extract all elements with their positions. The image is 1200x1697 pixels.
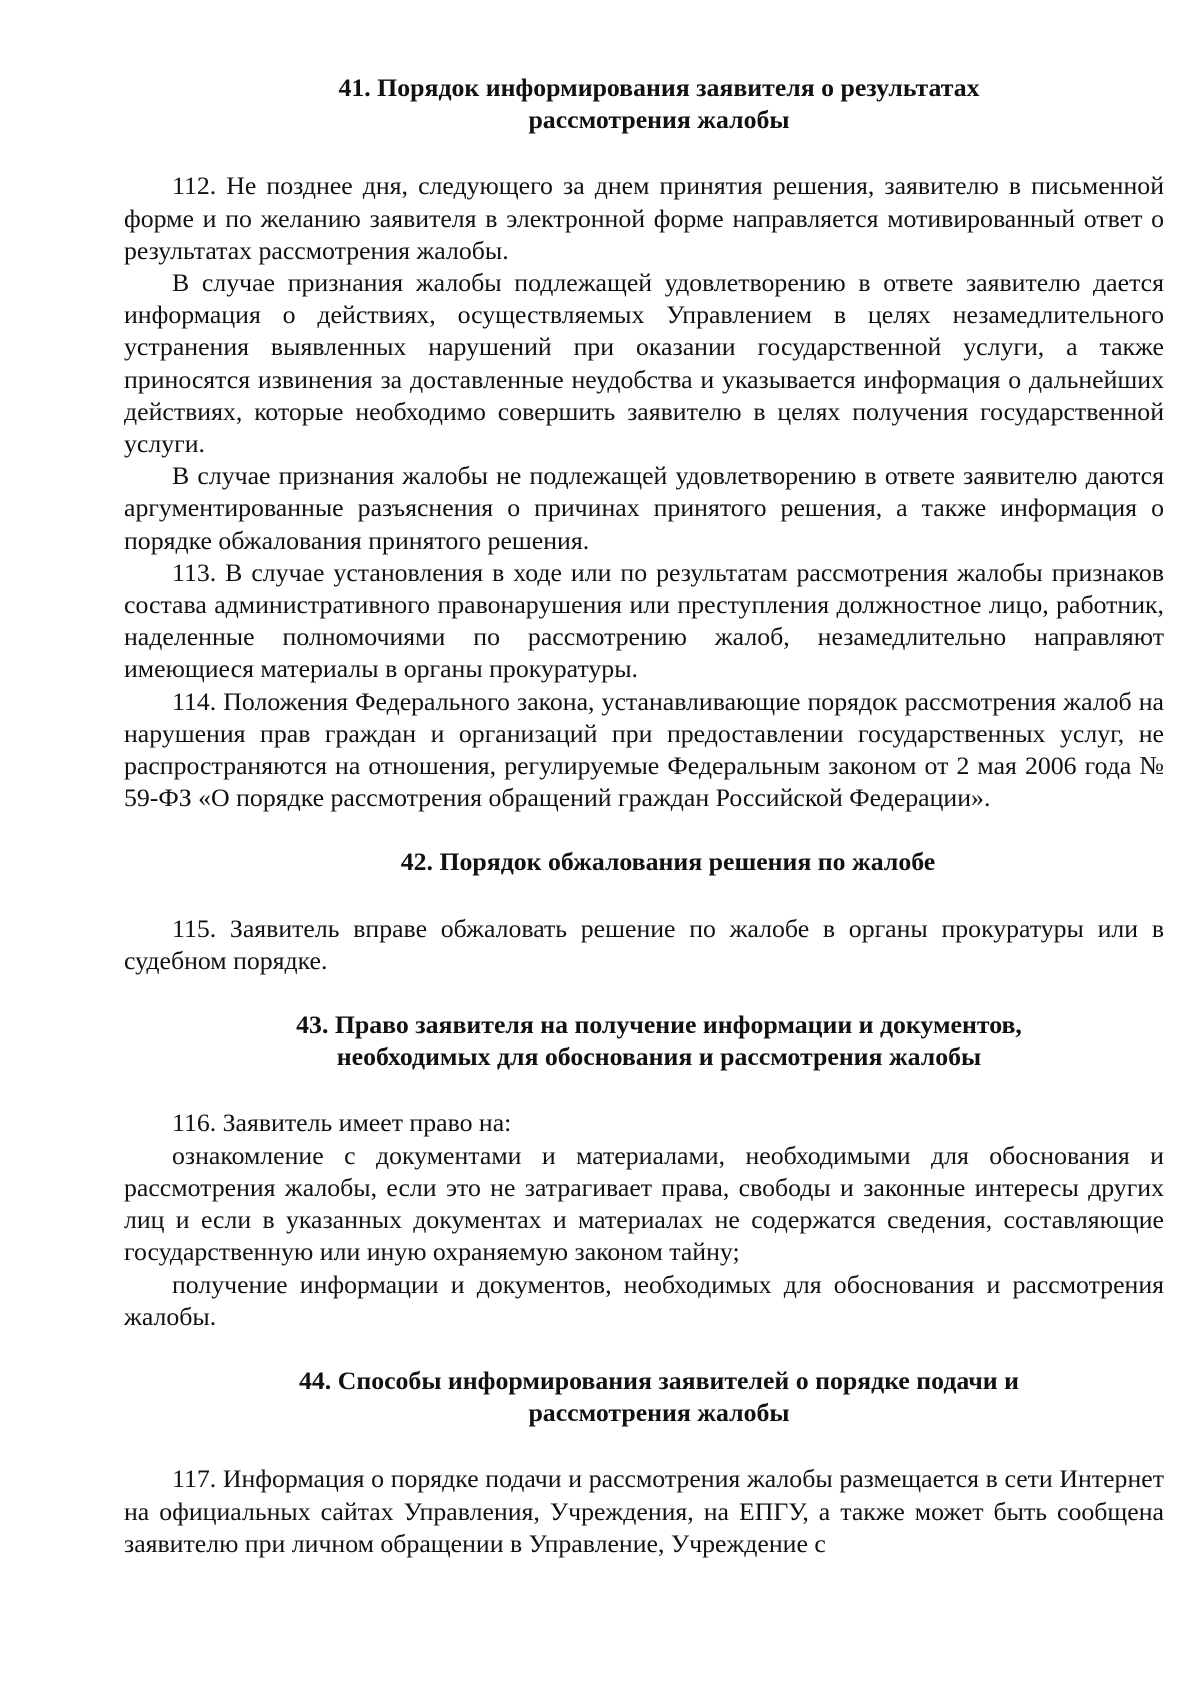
paragraph-116: 116. Заявитель имеет право на: [172, 1108, 512, 1138]
section-heading [124, 1009, 1164, 1073]
paragraph: В случае признания жалобы подлежащей удовлетворению в ответе заявителю дается информация о действиях, осуществляемых Управлением в целях незамедлительного устранения выявленных нарушений при оказании государственной услуги, а также приносятся извинения за доставленные неудобства и указывается информация о дальнейших действиях, которые необходимо совершить заявителю в целях получения государственной услуги. [124, 268, 1164, 459]
heading-line: рассмотрения жалобы [528, 105, 790, 135]
heading-line: 41. Порядок информирования заявителя о результатах [338, 73, 980, 102]
document-page [124, 72, 1164, 1560]
section-heading [124, 846, 1164, 878]
section-42 [124, 846, 1164, 977]
paragraph: ознакомление с документами и материалами, необходимыми для обоснования и рассмотрения жалобы, если это не затрагивает права, свободы и законные интересы других лиц и если в указанных документах и материалах не содержатся сведения, составляющие государственную или иную охраняемую законом тайну; [124, 1140, 1164, 1267]
heading-line: рассмотрения жалобы [528, 1398, 790, 1428]
heading-line: 42. Порядок обжалования решения по жалобе [400, 847, 936, 877]
paragraph-113: 113. В случае установления в ходе или по результатам рассмотрения жалобы признаков состава административного правонарушения или преступления должностное лицо, работник, наделенные полномочиями по рассмотрению жалоб, незамедлительно направляют имеющиеся материалы в органы прокуратуры. [124, 557, 1164, 684]
paragraph: получение информации и документов, необходимых для обоснования и рассмотрения жалобы. [124, 1269, 1164, 1331]
paragraph-115: 115. Заявитель вправе обжаловать решение по жалобе в органы прокуратуры или в судебном порядке. [124, 913, 1164, 975]
heading-line: необходимых для обоснования и рассмотрения жалобы [336, 1042, 982, 1072]
paragraph-117: 117. Информация о порядке подачи и рассмотрения жалобы размещается в сети Интернет на официальных сайтах Управления, Учреждения, на ЕПГУ, а также может быть сообщена заявителю при личном обращении в Управление, Учреждение с [124, 1464, 1164, 1558]
section-heading [124, 1365, 1164, 1429]
heading-line: 43. Право заявителя на получение информации и документов, [296, 1010, 1022, 1040]
section-44 [124, 1365, 1164, 1560]
section-heading [124, 72, 1164, 136]
heading-line: 44. Способы информирования заявителей о порядке подачи и [299, 1365, 1019, 1395]
paragraph-114: 114. Положения Федерального закона, устанавливающие порядок рассмотрения жалоб на нарушения прав граждан и организаций при предоставлении государственных услуг, не распространяются на отношения, регулируемые Федеральным законом от 2 мая 2006 года № 59-ФЗ «О порядке рассмотрения обращений граждан Российской Федерации». [124, 686, 1164, 813]
section-43 [124, 1009, 1164, 1333]
section-41 [124, 72, 1164, 814]
paragraph-112: 112. Не позднее дня, следующего за днем принятия решения, заявителю в письменной форме и по желанию заявителя в электронной форме направляется мотивированный ответ о результатах рассмотрения жалобы. [124, 171, 1164, 265]
paragraph: В случае признания жалобы не подлежащей удовлетворению в ответе заявителю даются аргументированные разъяснения о причинах принятого решения, а также информация о порядке обжалования принятого решения. [124, 461, 1164, 555]
